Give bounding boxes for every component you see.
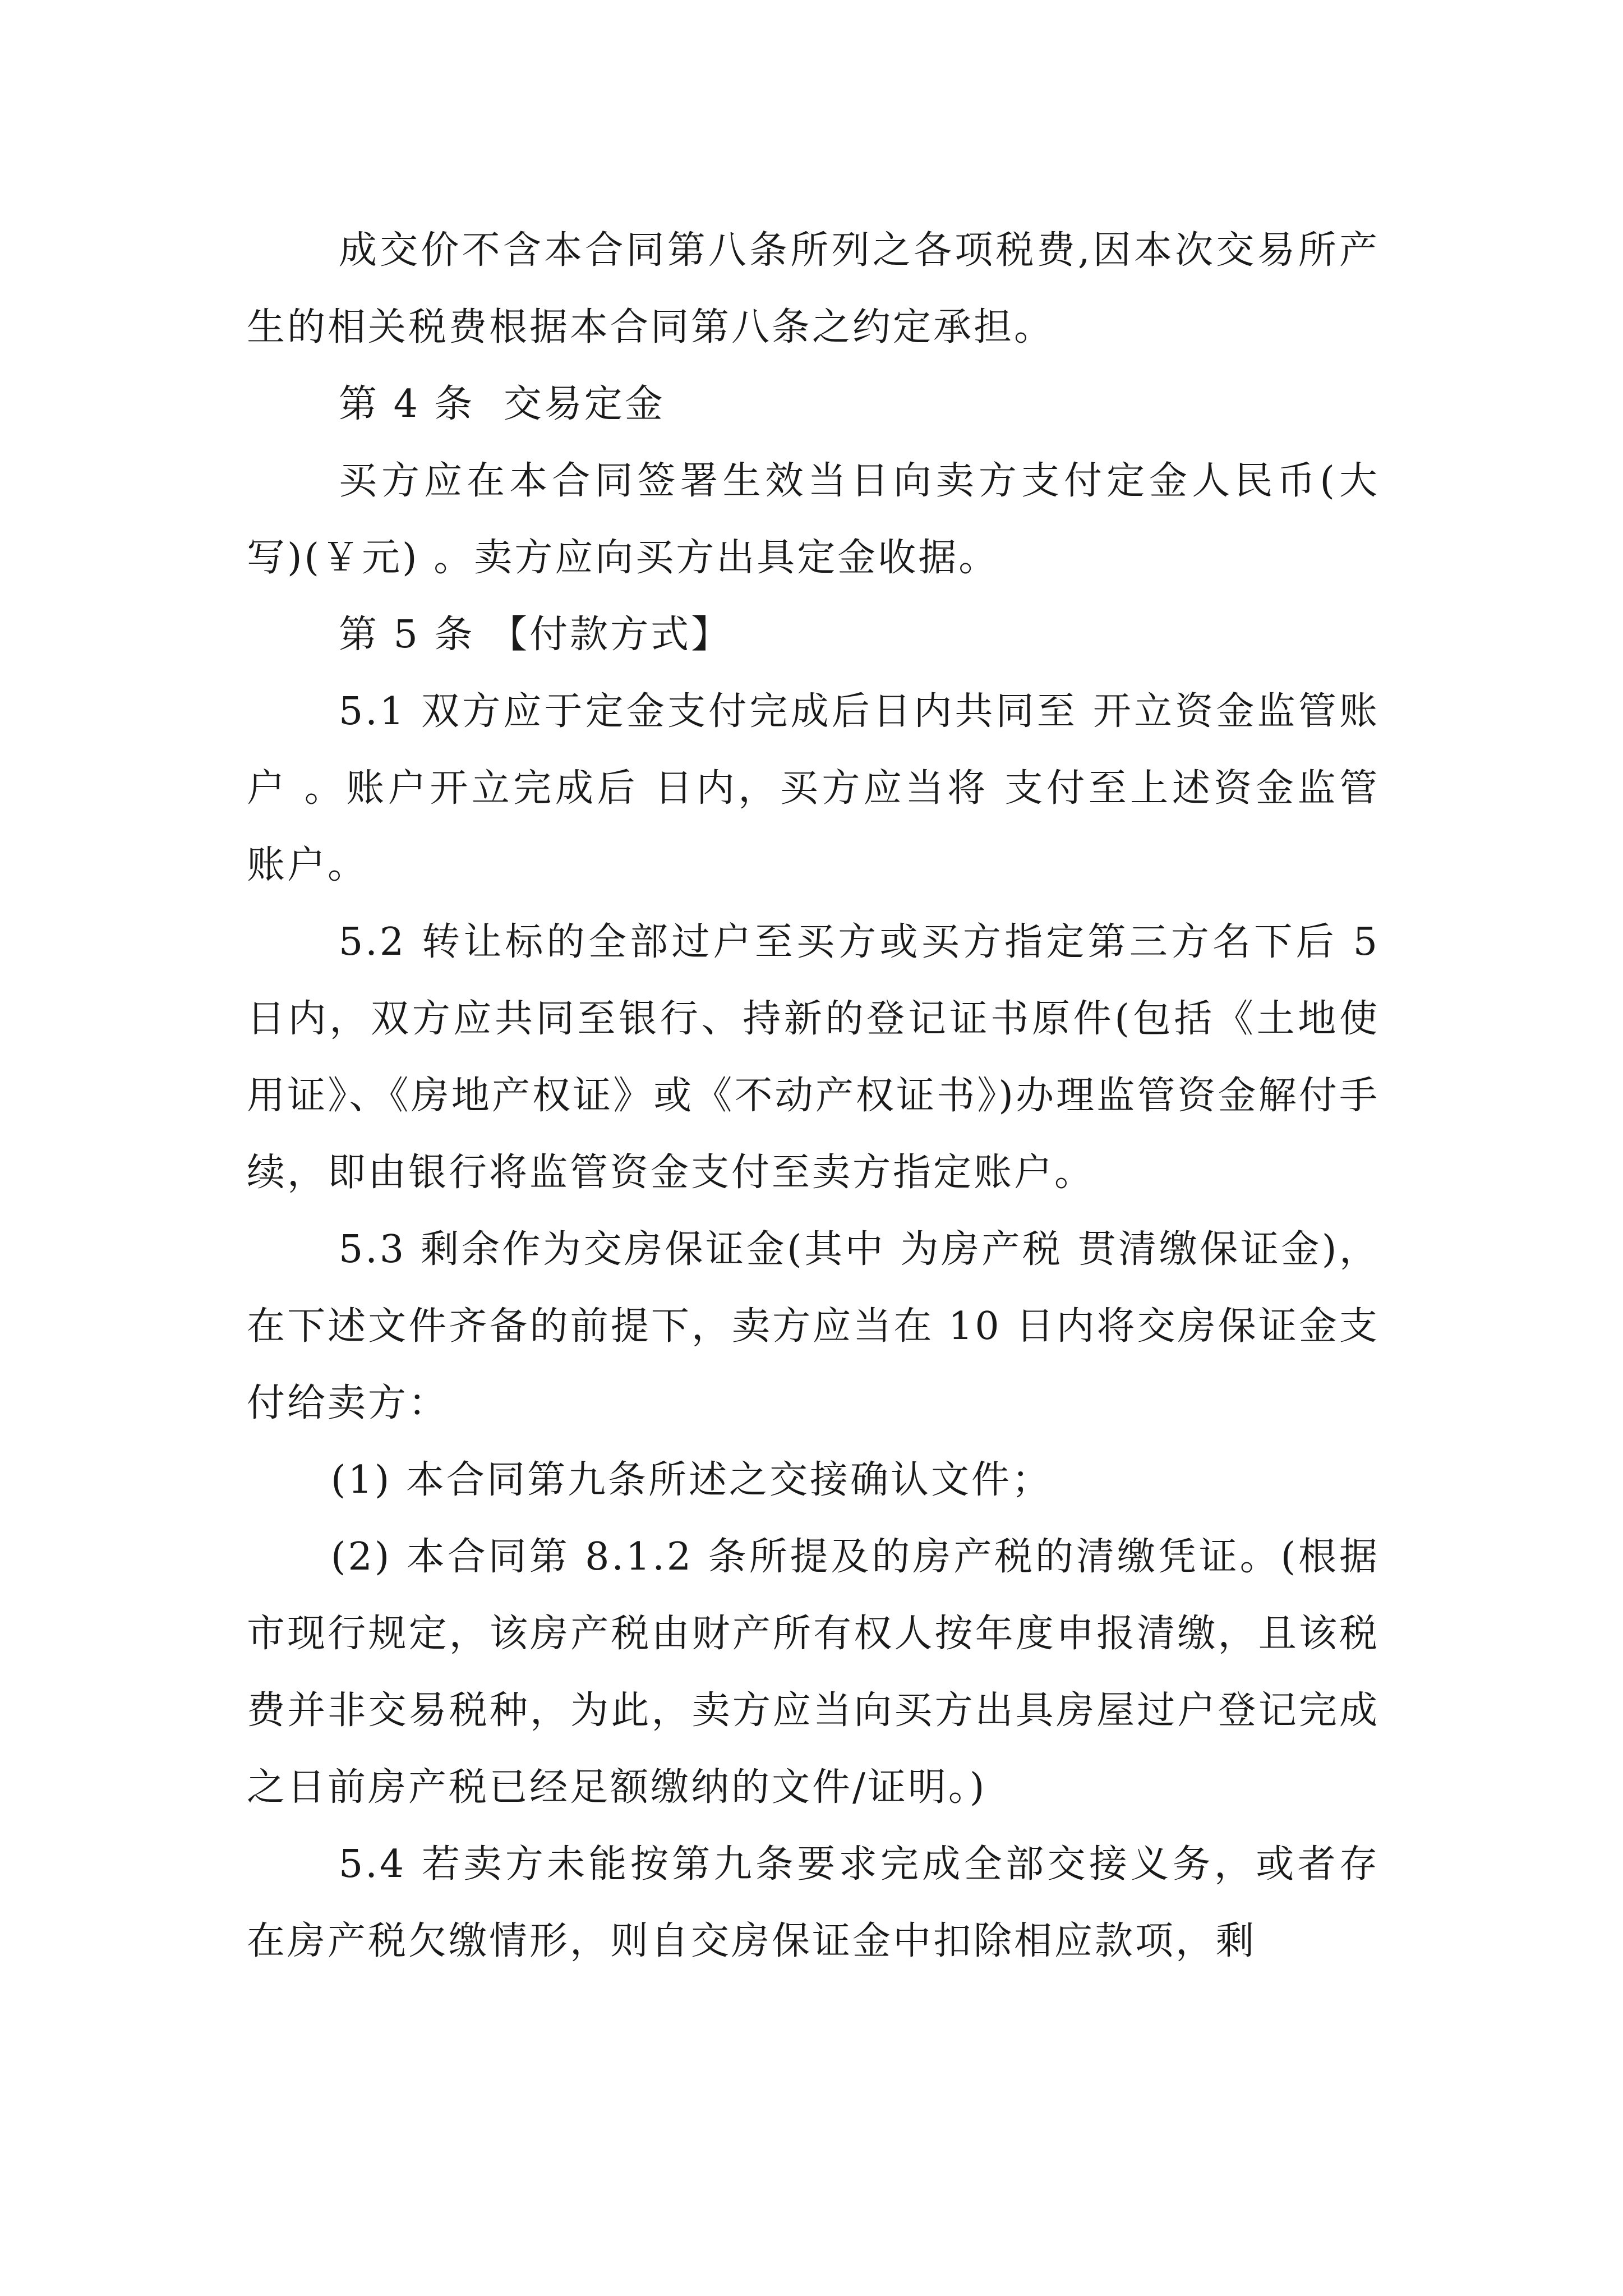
paragraph-deposit-payment: 买方应在本合同签署生效当日向卖方支付定金人民币(大写)(￥元) 。卖方应向买方出具定金收据。 [247,459,1380,580]
heading-article-5-payment-method: 第 5 条 【付款方式】 [339,613,732,657]
clause-5-1-escrow-account: 5.1 双方应于定金支付完成后日内共同至 开立资金监管账户 。账户开立完成后 日内，买方应当将 支付至上述资金监管账户。 [247,689,1380,887]
paragraph-transaction-price-taxes: 成交价不含本合同第八条所列之各项税费,因本次交易所产生的相关税费根据本合同第八条之约定承担。 [247,228,1380,349]
clause-5-4-deduction: 5.4 若卖方未能按第九条要求完成全部交接义务，或者存在房产税欠缴情形，则自交房保证金中扣除相应款项，剩 [247,1842,1380,1963]
clause-5-3-handover-deposit: 5.3 剩余作为交房保证金(其中 为房产税 贯清缴保证金)，在下述文件齐备的前提下，卖方应当在 10 日内将交房保证金支付给卖方： [247,1227,1380,1425]
document-body [247,212,1394,1980]
clause-5-3-item-2: (2) 本合同第 8.1.2 条所提及的房产税的清缴凭证。(根据 市现行规定，该房产税由财产所有权人按年度申报清缴，且该税费并非交易税种，为此，卖方应当向买方出具房屋过户登记完成之日前房产税已经足额缴纳的文件/证明。) [247,1535,1394,1810]
clause-5-3-item-1: (1) 本合同第九条所述之交接确认文件； [331,1458,1052,1502]
heading-article-4-deposit: 第 4 条 交易定金 [339,382,665,426]
clause-5-2-escrow-release: 5.2 转让标的全部过户至买方或买方指定第三方名下后 5 日内，双方应共同至银行、持新的登记证书原件(包括《土地使用证》、《房地产权证》或《不动产权证书》)办理监管资金解付手续，即由银行将监管资金支付至卖方指定账户。 [247,920,1394,1195]
